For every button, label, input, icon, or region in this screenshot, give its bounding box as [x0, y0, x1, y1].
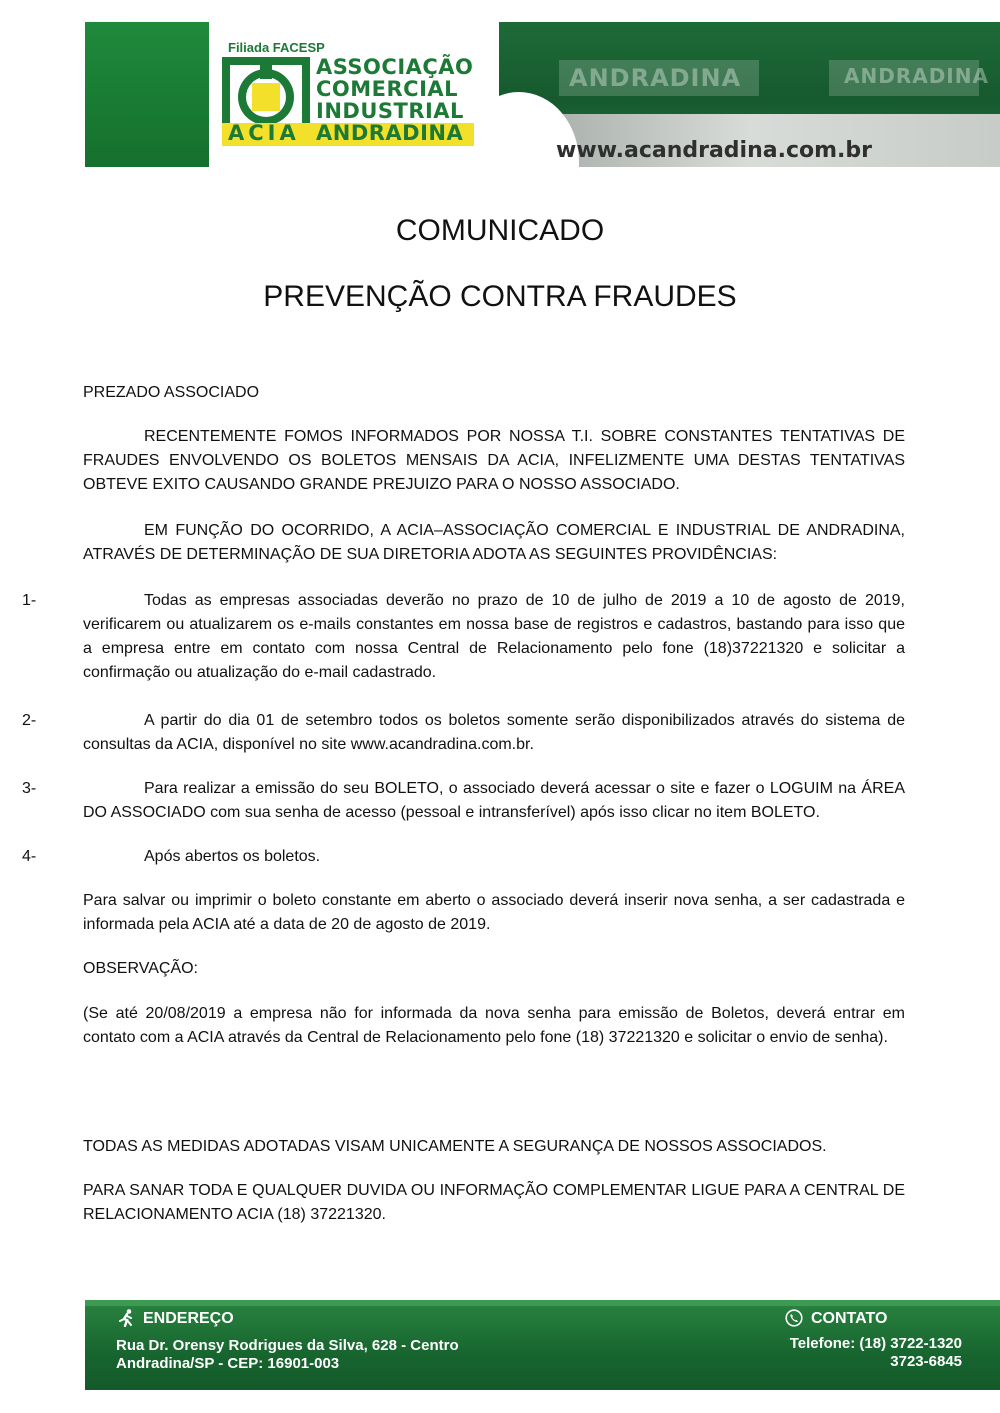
greeting: PREZADO ASSOCIADO	[83, 384, 260, 401]
list-item-number: 1-	[22, 592, 37, 609]
paragraph-measures: EM FUNÇÃO DO OCORRIDO, A ACIA–ASSOCIAÇÃO COMERCIAL E INDUSTRIAL DE ANDRADINA, ATRAVÉS DE DETERMINAÇÃO DE SUA DIRETORIA ADOTA AS SEGUINTES PROVIDÊNCIAS:	[83, 522, 905, 563]
page-subtitle: PREVENÇÃO CONTRA FRAUDES	[263, 280, 737, 313]
list-item-text: Após abertos os boletos.	[144, 848, 321, 865]
phone-icon	[785, 1309, 803, 1327]
org-city: ANDRADINA	[316, 121, 464, 145]
closing-contact: PARA SANAR TODA E QUALQUER DUVIDA OU INFORMAÇÃO COMPLEMENTAR LIGUE PARA A CENTRAL DE RELACIONAMENTO ACIA (18) 37221320.	[83, 1182, 905, 1223]
walking-person-icon	[118, 1309, 136, 1327]
header-green-panel	[85, 22, 209, 167]
list-item-text: Para realizar a emissão do seu BOLETO, o associado deverá acessar o site e fazer o LOGUIM na ÁREA DO ASSOCIADO com sua senha de acesso (pessoal e intransferível) após isso clicar no item BOLETO.	[83, 780, 905, 821]
closing-statement: TODAS AS MEDIDAS ADOTADAS VISAM UNICAMENTE A SEGURANÇA DE NOSSOS ASSOCIADOS.	[83, 1138, 827, 1155]
list-item	[22, 589, 905, 685]
org-name-line3: INDUSTRIAL	[316, 99, 464, 123]
affiliation-label: Filiada FACESP	[228, 40, 325, 55]
contact-phone-line2[interactable]: 3723-6845	[890, 1353, 962, 1370]
list-item-number: 2-	[22, 712, 37, 729]
list-item	[22, 845, 905, 869]
observation-label: OBSERVAÇÃO:	[83, 960, 198, 977]
list-item-number: 3-	[22, 780, 37, 797]
list-item-number: 4-	[22, 848, 37, 865]
building-sign-text: ANDRADINA	[569, 64, 742, 92]
paragraph-new-password: Para salvar ou imprimir o boleto constante em aberto o associado deverá inserir nova senha, a ser cadastrada e informada pela ACIA até a data de 20 de agosto de 2019.	[83, 892, 905, 933]
contact-heading: CONTATO	[811, 1310, 888, 1327]
paragraph-intro: RECENTEMENTE FOMOS INFORMADOS POR NOSSA T.I. SOBRE CONSTANTES TENTATIVAS DE FRAUDES ENVOLVENDO OS BOLETOS MENSAIS DA ACIA, INFELIZMENTE UMA DESTAS TENTATIVAS OBTEVE EXITO CAUSANDO GRANDE PREJUIZO PARA O NOSSO ASSOCIADO.	[83, 428, 905, 493]
list-item-text: Todas as empresas associadas deverão no prazo de 10 de julho de 2019 a 10 de agosto de 2019, verificarem ou atualizarem os e-mails constantes em nossa base de registros e cadastros, bastando para isso que a empresa entre em contato com nossa Central de Relacionamento pelo fone (18)37221320 e solicitar a confirmação ou atualização do e-mail cadastrado.	[83, 592, 905, 681]
list-item	[22, 709, 905, 757]
address-heading: ENDEREÇO	[143, 1310, 234, 1327]
address-line2: Andradina/SP - CEP: 16901-003	[116, 1355, 340, 1372]
org-name-line1: ASSOCIAÇÃO	[316, 55, 474, 79]
list-item-text: A partir do dia 01 de setembro todos os boletos somente serão disponibilizados através do sistema de consultas da ACIA, disponível no site www.acandradina.com.br.	[83, 712, 905, 753]
observation-text: (Se até 20/08/2019 a empresa não for informada da nova senha para emissão de Boletos, deverá entrar em contato com a ACIA através da Central de Relacionamento pelo fone (18) 37221320 e solicitar o envio de senha).	[83, 1005, 905, 1046]
address-line1: Rua Dr. Orensy Rodrigues da Silva, 628 - Centro	[116, 1337, 459, 1354]
website-url[interactable]: www.acandradina.com.br	[556, 138, 872, 163]
contact-phone-line1[interactable]: Telefone: (18) 3722-1320	[789, 1335, 962, 1352]
list-item	[22, 777, 905, 825]
org-acronym: ACIA	[228, 121, 300, 145]
org-name-line2: COMERCIAL	[316, 77, 459, 101]
page-title: COMUNICADO	[395, 214, 605, 247]
building-sign-text-2: ANDRADINA	[844, 64, 989, 88]
